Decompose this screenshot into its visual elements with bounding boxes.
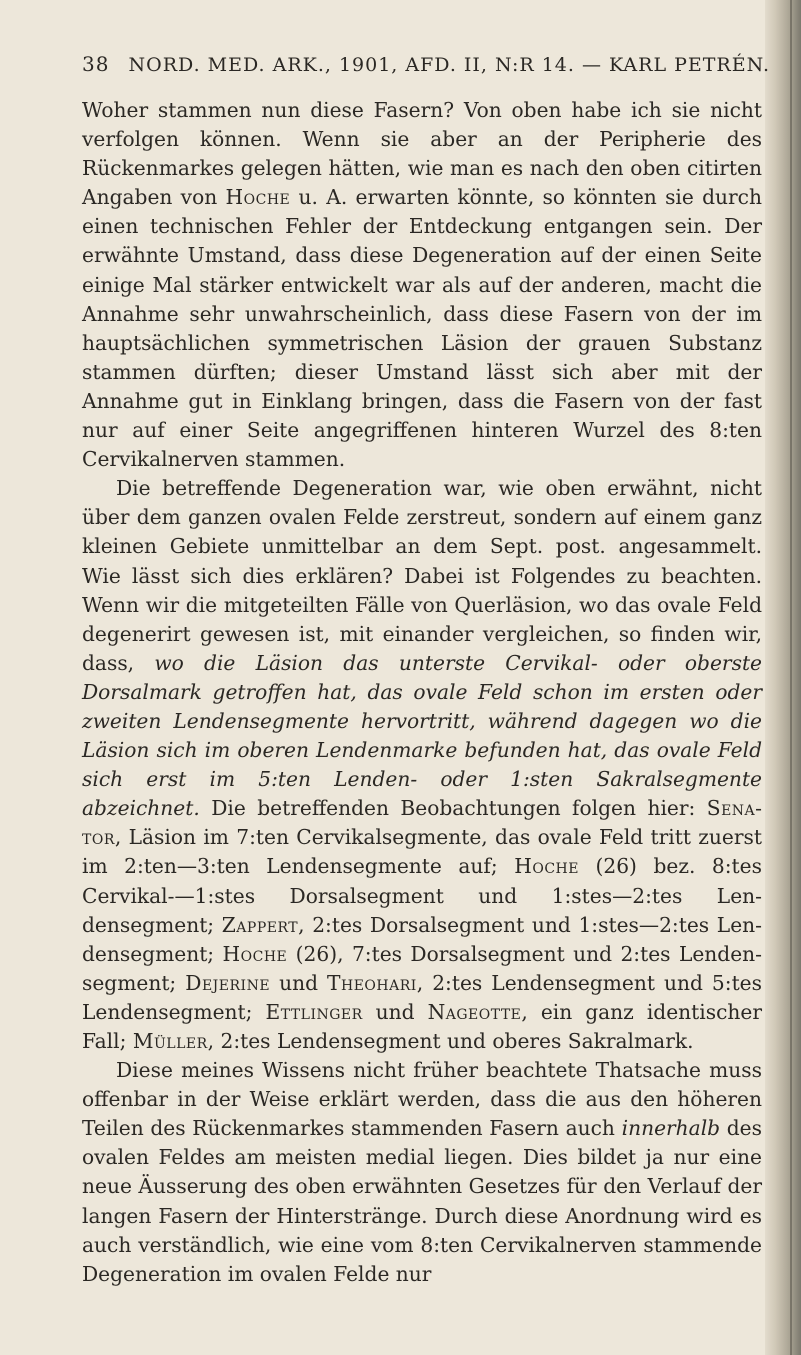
text-run: Diese meines Wissens nicht früher beachtete Thatsache muss offenbar in der Weise erklärt werden, dass die aus den höheren Teilen des Rückenmarkes stammenden Fasern auch bbox=[82, 1058, 762, 1141]
text-run: (26), 7:tes Dorsalsegment und 2:tes Lendensegment; bbox=[82, 941, 762, 995]
text-run: Die betreffenden Beobachtungen folgen hier: bbox=[199, 796, 707, 821]
text-run: , Läsion im 7:ten Cervikalsegmente, das ovale Feld tritt zuerst im 2:ten—3:ten Lendensegmente auf; bbox=[82, 825, 762, 879]
author-name: Hoche bbox=[514, 854, 579, 879]
emphasized-text: wo die Läsion das unterste Cervikal- oder oberste Dorsalmark getroffen hat, das ovale Feld schon im ersten oder zweiten Lendensegmente hervortritt, während dagegen wo die Läsion sich im oberen Lendenmarke befunden hat, das ovale Feld sich erst im 5:ten Lenden- oder 1:sten Sakralsegmente abzeichnet. bbox=[82, 650, 762, 821]
author-name: Senator bbox=[82, 796, 762, 850]
text-run: und bbox=[270, 970, 328, 995]
body-text bbox=[82, 96, 762, 1289]
page-number: 38 bbox=[82, 52, 110, 76]
paragraph bbox=[82, 96, 762, 474]
text-run: Woher stammen nun diese Fasern? Von oben habe ich sie nicht verfolgen können. Wenn sie aber an der Peripherie des Rückenmarkes gelegen hätten, wie man es nach den oben citirten Angaben von bbox=[82, 98, 762, 210]
page-edge-shadow bbox=[765, 0, 801, 1355]
paragraph bbox=[82, 1056, 762, 1289]
author-name: Müller bbox=[132, 1029, 208, 1053]
text-run: des ovalen Feldes am meisten medial liegen. Dies bildet ja nur eine neue Äusserung des oben erwähnten Gesetzes für den Verlauf der langen Fasern der Hinterstränge. Durch diese Anordnung wird es auch verständlich, wie eine vom 8:ten Cervikalnerven stammende Degeneration im ovalen Felde nur bbox=[82, 1116, 762, 1286]
text-run: , 2:tes Dorsalsegment und 1:stes—2:tes Lendensegment; bbox=[82, 912, 762, 966]
paragraph bbox=[82, 474, 762, 1056]
text-run: (26) bez. 8:tes Cervikal-—1:stes Dorsalsegment und 1:stes—2:tes Lendensegment; bbox=[82, 854, 762, 937]
text-run: , ein ganz identischer Fall; bbox=[82, 999, 762, 1053]
running-head-text: NORD. MED. ARK., 1901, AFD. II, N:R 14. — KARL PETRÉN. bbox=[128, 54, 771, 76]
text-run: Die betreffende Degeneration war, wie oben erwähnt, nicht über dem ganzen ovalen Felde zerstreut, sondern auf einem ganz kleinen Gebiete unmittelbar an dem Sept. post. angesammelt. Wie lässt sich dies erklären? Dabei ist Folgendes zu beachten. Wenn wir die mitgeteilten Fälle von Querläsion, wo das ovale Feld degenerirt gewesen ist, mit einander vergleichen, so finden wir, dass, bbox=[82, 476, 762, 675]
text-run: und bbox=[362, 999, 428, 1024]
binding-line bbox=[790, 0, 792, 1355]
author-name: Hoche bbox=[225, 185, 291, 210]
author-name: Hoche bbox=[222, 941, 288, 966]
text-run: , 2:tes Lendensegment und oberes Sakralmark. bbox=[207, 1029, 694, 1053]
author-name: Theohari bbox=[327, 970, 417, 995]
author-name: Ettlinger bbox=[265, 999, 363, 1024]
author-name: Nageotte bbox=[427, 999, 522, 1024]
author-name: Dejerine bbox=[185, 970, 271, 995]
author-name: Zappert bbox=[221, 912, 299, 937]
running-header bbox=[82, 52, 771, 76]
emphasized-text: innerhalb bbox=[621, 1116, 721, 1141]
text-run: u. A. erwarten könnte, so könnten sie durch einen technischen Fehler der Entdeckung entgangen sein. Der erwähnte Umstand, dass diese Degeneration auf der einen Seite einige Mal stärker entwickelt war als auf der anderen, macht die Annahme sehr unwahrscheinlich, dass diese Fasern von der im hauptsächlichen symmetrischen Läsion der grauen Substanz stammen dürften; dieser Umstand lässt sich aber mit der Annahme gut in Einklang bringen, dass die Fasern von der fast nur auf einer Seite angegriffenen hinteren Wurzel des 8:ten Cervikalnerven stammen. bbox=[82, 185, 762, 472]
text-run: , 2:tes Lendensegment und 5:tes Lendensegment; bbox=[82, 970, 762, 1024]
